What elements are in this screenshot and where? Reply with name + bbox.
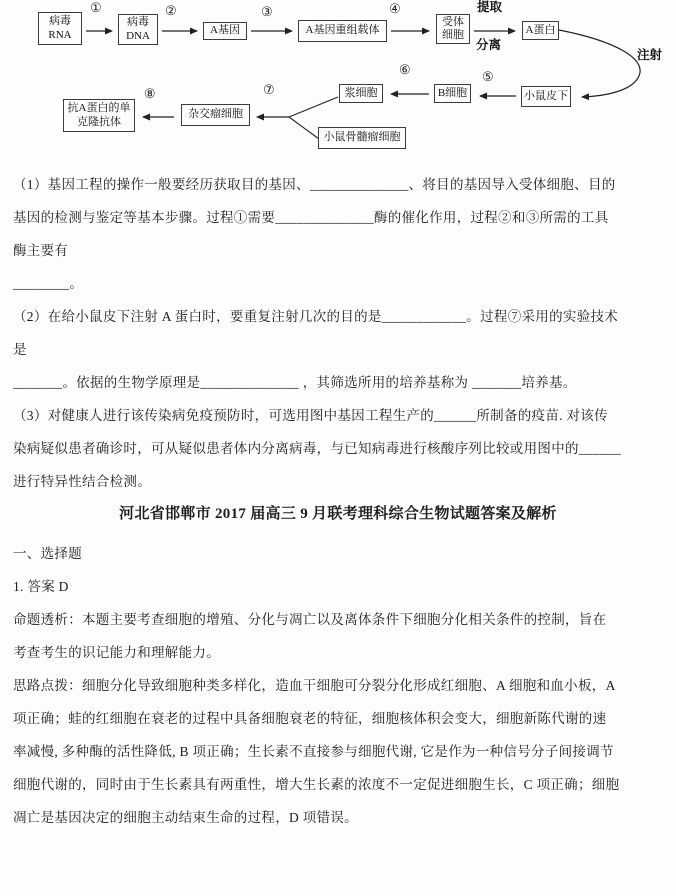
- flow-box-protein-a: A蛋白: [522, 21, 559, 40]
- question-3: （3）对健康人进行该传染病免疫预防时，可选用图中基因工程生产的______所制备的疫苗. 对该传 染病疑似患者确诊时，可从疑似患者体内分离病毒，与已知病毒进行核酸序列比较或用图中的______ 进行特异性结合检测。: [13, 408, 622, 489]
- arrow-inject-curve: [559, 30, 640, 97]
- flow-box-monoclonal-antibody: 抗A蛋白的单 克隆抗体: [63, 99, 135, 132]
- line-from-plasma-cell: [289, 97, 338, 117]
- flow-box-mouse-skin: 小鼠皮下: [521, 86, 571, 107]
- flow-box-virus-dna: 病毒 DNA: [118, 14, 158, 45]
- step-label-6: ⑥: [399, 62, 411, 77]
- analysis-hints: 思路点拨：细胞分化导致细胞种类多样化，造血干细胞可分裂分化形成红细胞、A 细胞和血小板，A 项正确；蛙的红细胞在衰老的过程中具备细胞衰老的特征，细胞核体积会变大，细胞新陈代谢的速 率减慢, 多种酶的活性降低, B 项正确；生长素不直接参与细胞代谢, 它是作为一种信号分子间接调节 细胞代谢的，同时由于生长素具有两重性，增大生长素的浓度不一定促进细胞生长，C 项正确；细胞 凋亡是基因决定的细胞主动结束生命的过程，D 项错误。: [13, 678, 620, 825]
- flow-box-recombinant-vector: A基因重组载体: [298, 20, 387, 42]
- label-inject: 注射: [637, 48, 663, 62]
- flow-box-b-cell: B细胞: [434, 84, 471, 103]
- question-1: （1）基因工程的操作一般要经历获取目的基因、______________、将目的基因导入受体细胞、目的 基因的检测与鉴定等基本步骤。过程①需要______________酶的催化作用，过程②和③所需的工具 酶主要有 ________。: [13, 177, 616, 291]
- step-label-1: ①: [90, 0, 102, 15]
- step-label-3: ③: [261, 4, 273, 19]
- flow-box-plasma-cell: 浆细胞: [339, 84, 383, 103]
- step-label-2: ②: [165, 3, 177, 18]
- flow-box-receptor-cell: 受体 细胞: [436, 14, 470, 44]
- flow-box-gene-a: A基因: [203, 22, 247, 40]
- flow-box-virus-rna: 病毒 RNA: [38, 12, 82, 45]
- section-heading-multiple-choice: 一、选择题: [13, 546, 82, 561]
- step-label-4: ④: [389, 1, 401, 16]
- line-from-myeloma-cell: [289, 117, 319, 139]
- answer-sheet-title: 河北省邯郸市 2017 届高三 9 月联考理科综合生物试题答案及解析: [119, 506, 557, 522]
- flow-box-myeloma-cell: 小鼠骨髓瘤细胞: [318, 127, 406, 149]
- question-2: （2）在给小鼠皮下注射 A 蛋白时，要重复注射几次的目的是____________。过程⑦采用的实验技术 是 _______。依据的生物学原理是______________ ，其筛选所用的培养基称为 _______培养基。: [13, 309, 619, 390]
- step-label-7: ⑦: [263, 82, 275, 97]
- document-body: [0, 168, 676, 834]
- label-extract: 提取: [477, 0, 503, 14]
- step-label-5: ⑤: [482, 69, 494, 84]
- gene-engineering-flowchart: [0, 0, 676, 168]
- answer-item-1: 1. 答案 D: [13, 579, 69, 594]
- analysis-intent: 命题透析：本题主要考查细胞的增殖、分化与凋亡以及离体条件下细胞分化相关条件的控制，旨在 考查考生的识记能力和理解能力。: [13, 612, 607, 660]
- flow-box-hybridoma-cell: 杂交瘤细胞: [181, 104, 250, 126]
- label-separate: 分离: [476, 38, 502, 52]
- step-label-8: ⑧: [144, 86, 156, 101]
